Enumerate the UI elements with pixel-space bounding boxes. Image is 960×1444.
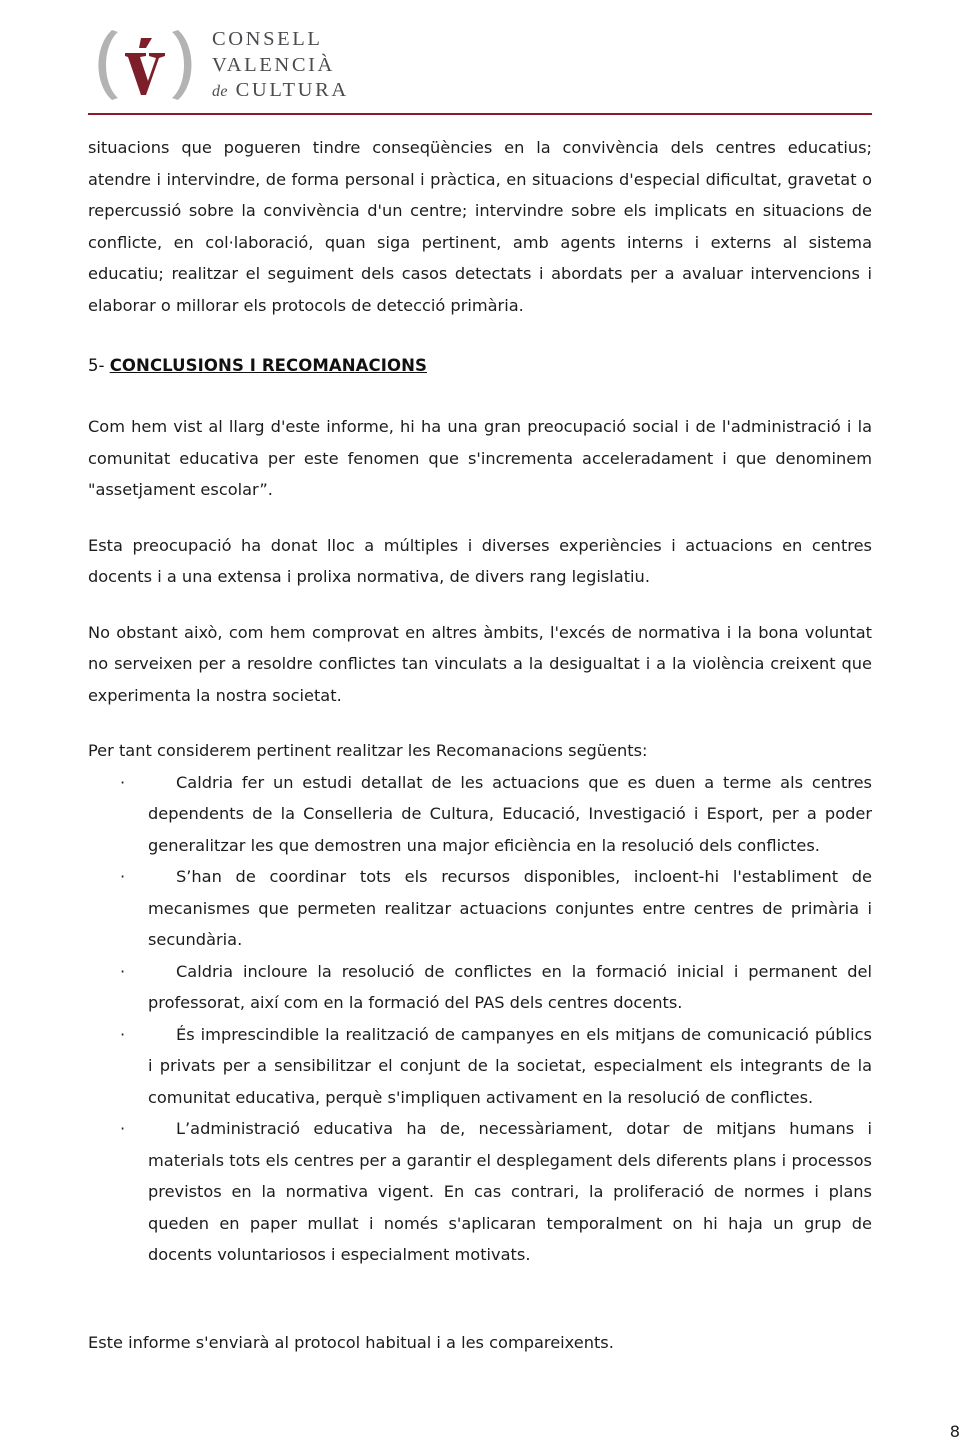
closing-paragraph: Este informe s'enviarà al protocol habitual i a les compareixents.	[88, 1332, 614, 1352]
section-heading-conclusions	[88, 352, 872, 380]
list-item-text: S’han de coordinar tots els recursos disponibles, incloent-hi l'establiment de mecanismes que permeten realitzar actuacions conjuntes entre centres de primària i secundària.	[148, 867, 872, 949]
list-item-text: Caldria incloure la resolució de conflictes en la formació inicial i permanent del professorat, així com en la formació del PAS dels centres docents.	[148, 961, 872, 1012]
bullet-icon: ·	[120, 961, 126, 981]
spacer	[88, 1271, 872, 1327]
wordmark-line-consell: CONSELL	[212, 28, 323, 51]
bullet-icon: ·	[120, 1119, 126, 1138]
paragraph-2: Esta preocupació ha donat lloc a múltiples i diverses experiències i actuacions en centres docents i a una extensa i prolixa normativa, de divers rang legislatiu.	[88, 535, 872, 586]
list-item	[88, 1113, 872, 1271]
letterhead	[0, 0, 960, 118]
wordmark-de: de	[212, 83, 228, 101]
paragraph-recommendations-intro: Per tant considerem pertinent realitzar les Recomanacions següents:	[88, 741, 648, 760]
paragraph-continued-from-previous-page: situacions que pogueren tindre conseqüències en la convivència dels centres educatius; atendre i intervindre, de forma personal i pràctica, en situacions d'especial dificultat, gravetat o repercussió sobre la convivència d'un centre; intervindre sobre els implicats en situacions de conflicte, en col·laboració, quan siga pertinent, amb agents interns i externs al sistema educatiu; realitzar el seguiment dels casos detectats i abordats per a avaluar intervencions i elaborar o millorar els protocols de detecció primària.	[88, 138, 872, 315]
list-item	[88, 861, 872, 956]
spacer	[88, 711, 872, 735]
paragraph-1: Com hem vist al llarg d'este informe, hi ha una gran preocupació social i de l'administració i la comunitat educativa per este fenomen que s'incrementa acceleradament i que denominem "assetjament escolar”.	[88, 417, 872, 499]
list-item	[88, 767, 872, 862]
list-item	[88, 1019, 872, 1114]
list-item-text: L’administració educativa ha de, necessàriament, dotar de mitjans humans i materials tots els centres per a garantir el desplegament dels diferents plans i processos previstos en la normativa vigent. En cas contrari, la proliferació de normes i plans queden en paper mullat i només s'aplicaran temporalment on hi haja un grup de docents voluntariosos i especialment motivats.	[148, 1119, 872, 1264]
wordmark-cultura: CULTURA	[235, 79, 349, 102]
organization-wordmark	[212, 27, 349, 104]
organization-logo	[88, 26, 349, 104]
bullet-icon: ·	[120, 772, 126, 792]
bullet-icon: ·	[120, 1024, 126, 1044]
list-item-text: És imprescindible la realització de campanyes en els mitjans de comunicació públics i privats per a sensibilitzar el conjunt de la societat, especialment els integrants de la comunitat educativa, perquè s'impliquen activament en la resolució de conflictes.	[148, 1024, 872, 1107]
section-number: 5-	[88, 356, 110, 375]
spacer	[88, 321, 872, 352]
list-item	[88, 956, 872, 1019]
spacer	[88, 380, 872, 411]
bullet-icon: ·	[120, 867, 126, 886]
page-number: 8	[949, 1422, 960, 1441]
wordmark-line-de-cultura	[212, 78, 349, 104]
recommendations-list	[88, 767, 872, 1271]
section-title: CONCLUSIONS I RECOMANACIONS	[109, 356, 427, 375]
wordmark-line-valencia: VALENCIÀ	[212, 53, 335, 76]
list-item-text: Caldria fer un estudi detallat de les actuacions que es duen a terme als centres dependents de la Conselleria de Cultura, Educació, Investigació i Esport, per a poder generalitzar les que demostren una major eficiència en la resolució dels conflictes.	[148, 772, 872, 855]
spacer	[88, 593, 872, 617]
consell-valencia-de-cultura-logo-icon	[88, 26, 206, 104]
header-divider-rule	[88, 113, 872, 115]
document-body	[88, 132, 960, 1441]
paragraph-3: No obstant això, com hem comprovat en altres àmbits, l'excés de normativa i la bona voluntat no serveixen per a resoldre conflictes tan vinculats a la desigualtat i a la violència creixent que experimenta la nostra societat.	[88, 622, 872, 705]
spacer	[88, 506, 872, 530]
